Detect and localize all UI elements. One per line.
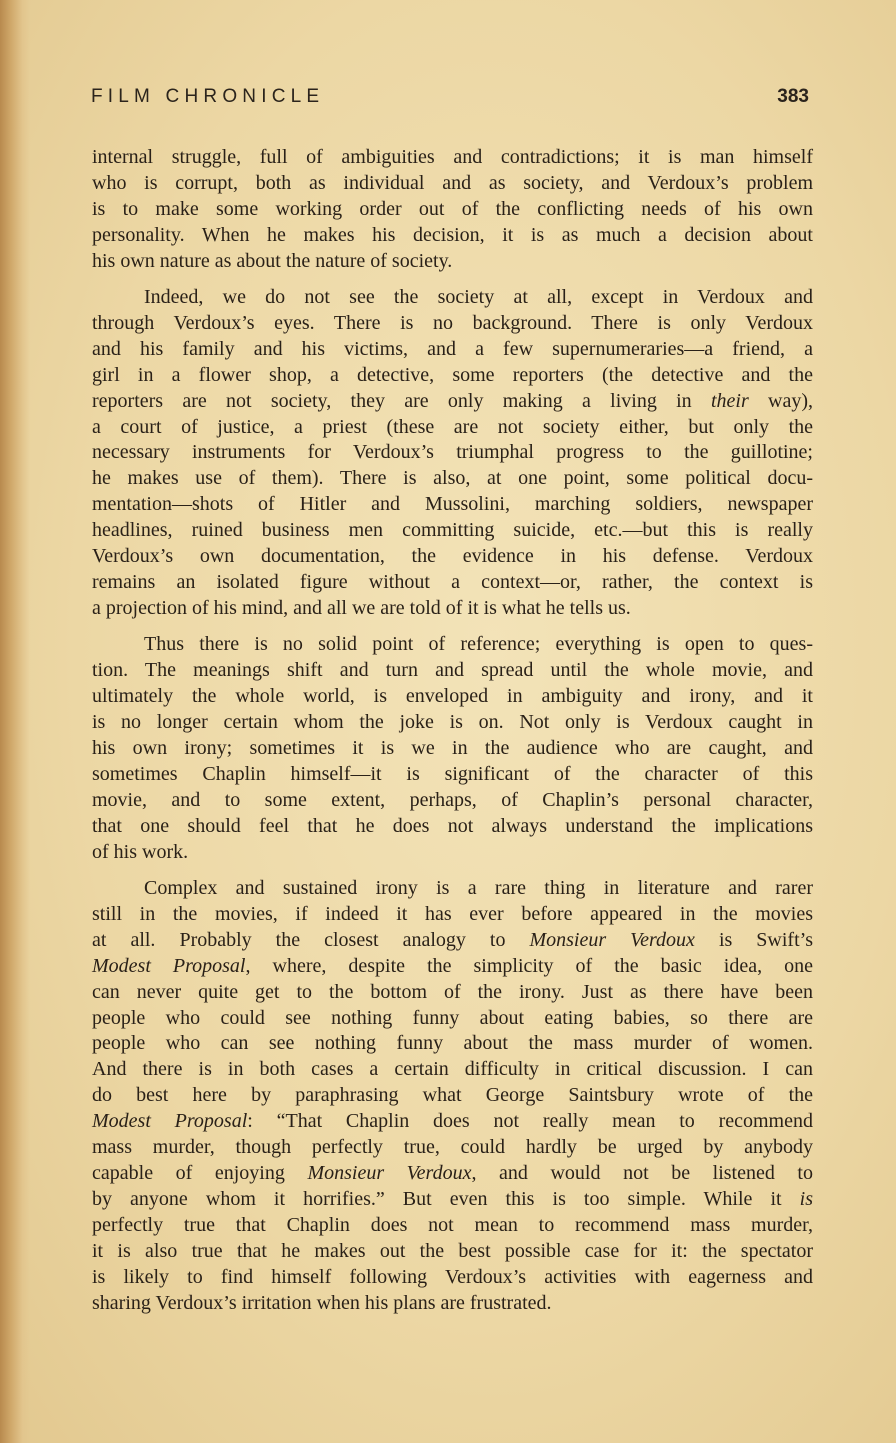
text-line: remains an isolated figure without a context—or, rather, the context is — [92, 571, 813, 594]
text-line: sometimes Chaplin himself—it is significant of the character of this — [92, 762, 813, 785]
running-head: FILM CHRONICLE — [91, 86, 325, 107]
paragraph — [92, 285, 813, 622]
text-line: Thus there is no solid point of reference; everything is open to ques- — [144, 633, 813, 656]
text-line: his own irony; sometimes it is we in the audience who are caught, and — [92, 736, 813, 759]
text-line: mass murder, though perfectly true, could hardly be urged by anybody — [92, 1136, 813, 1159]
italic-phrase: Monsieur Verdoux — [307, 1162, 472, 1185]
text-line: is likely to find himself following Verdoux’s activities with eagerness and — [92, 1266, 813, 1289]
text-line: is no longer certain whom the joke is on. Not only is Verdoux caught in — [92, 711, 813, 734]
text-line: people who could see nothing funny about eating babies, so there are — [92, 1006, 813, 1029]
paragraph — [92, 876, 813, 1317]
text-line: that one should feel that he does not always understand the implications — [92, 814, 813, 837]
text-line: Modest Proposal: “That Chaplin does not really mean to recommend — [92, 1110, 813, 1133]
text-line: a projection of his mind, and all we are told of it is what he tells us. — [92, 597, 631, 620]
text-line: Verdoux’s own documentation, the evidence in his defense. Verdoux — [92, 545, 813, 568]
text-line: mentation—shots of Hitler and Mussolini, marching soldiers, newspaper — [92, 493, 813, 516]
text-line: Complex and sustained irony is a rare thing in literature and rarer — [144, 876, 813, 899]
page-header — [91, 86, 809, 116]
text-line: Indeed, we do not see the society at all, except in Verdoux and — [144, 285, 813, 308]
italic-phrase: Monsieur Verdoux — [529, 928, 695, 951]
italic-phrase: is — [799, 1188, 813, 1211]
italic-phrase: Modest Proposal — [92, 954, 246, 977]
text-line: it is also true that he makes out the best possible case for it: the spectator — [92, 1240, 813, 1263]
paragraph — [92, 632, 813, 866]
italic-phrase: Modest Proposal — [92, 1110, 248, 1133]
text-line: can never quite get to the bottom of the irony. Just as there have been — [92, 980, 813, 1003]
text-line: ultimately the whole world, is enveloped in ambiguity and irony, and it — [92, 685, 813, 708]
text-line: of his work. — [92, 840, 189, 863]
text-line: he makes use of them). There is also, at one point, some political docu- — [92, 467, 813, 490]
text-line: through Verdoux’s eyes. There is no background. There is only Verdoux — [92, 311, 813, 334]
text-line: people who can see nothing funny about the mass murder of women. — [92, 1032, 813, 1055]
text-line: necessary instruments for Verdoux’s triumphal progress to the guillotine; — [92, 441, 813, 464]
text-line: headlines, ruined business men committing suicide, etc.—but this is really — [92, 519, 813, 542]
text-line: movie, and to some extent, perhaps, of Chaplin’s personal character, — [92, 788, 813, 811]
text-line: who is corrupt, both as individual and as society, and Verdoux’s problem — [92, 171, 813, 194]
text-line: capable of enjoying Monsieur Verdoux, and would not be listened to — [92, 1162, 813, 1185]
text-line: a court of justice, a priest (these are not society either, but only the — [92, 415, 813, 438]
text-line: at all. Probably the closest analogy to Monsieur Verdoux is Swift’s — [92, 928, 813, 951]
text-line: girl in a flower shop, a detective, some reporters (the detective and the — [92, 363, 813, 386]
text-line: is to make some working order out of the conflicting needs of his own — [92, 197, 813, 220]
text-line: his own nature as about the nature of society. — [92, 249, 453, 272]
text-line: do best here by paraphrasing what George Saintsbury wrote of the — [92, 1084, 813, 1107]
text-line: personality. When he makes his decision, it is as much a decision about — [92, 223, 813, 246]
body-text — [92, 145, 813, 1327]
text-line: by anyone whom it horrifies.” But even this is too simple. While it is — [92, 1188, 813, 1211]
text-line: perfectly true that Chaplin does not mean to recommend mass murder, — [92, 1214, 813, 1237]
text-line: internal struggle, full of ambiguities and contradictions; it is man himself — [92, 146, 813, 168]
page-number: 383 — [777, 86, 809, 107]
italic-phrase: their — [710, 389, 749, 412]
text-line: reporters are not society, they are only making a living in their way), — [92, 389, 813, 412]
text-line: sharing Verdoux’s irritation when his plans are frustrated. — [92, 1291, 552, 1314]
text-line: still in the movies, if indeed it has ever before appeared in the movies — [92, 902, 813, 925]
text-line: And there is in both cases a certain difficulty in critical discussion. I can — [92, 1058, 813, 1081]
text-line: Modest Proposal, where, despite the simplicity of the basic idea, one — [92, 954, 813, 977]
book-binding-shadow — [0, 0, 30, 1443]
paragraph — [92, 145, 813, 275]
text-line: and his family and his victims, and a few supernumeraries—a friend, a — [92, 337, 813, 360]
text-line: tion. The meanings shift and turn and spread until the whole movie, and — [92, 659, 813, 682]
